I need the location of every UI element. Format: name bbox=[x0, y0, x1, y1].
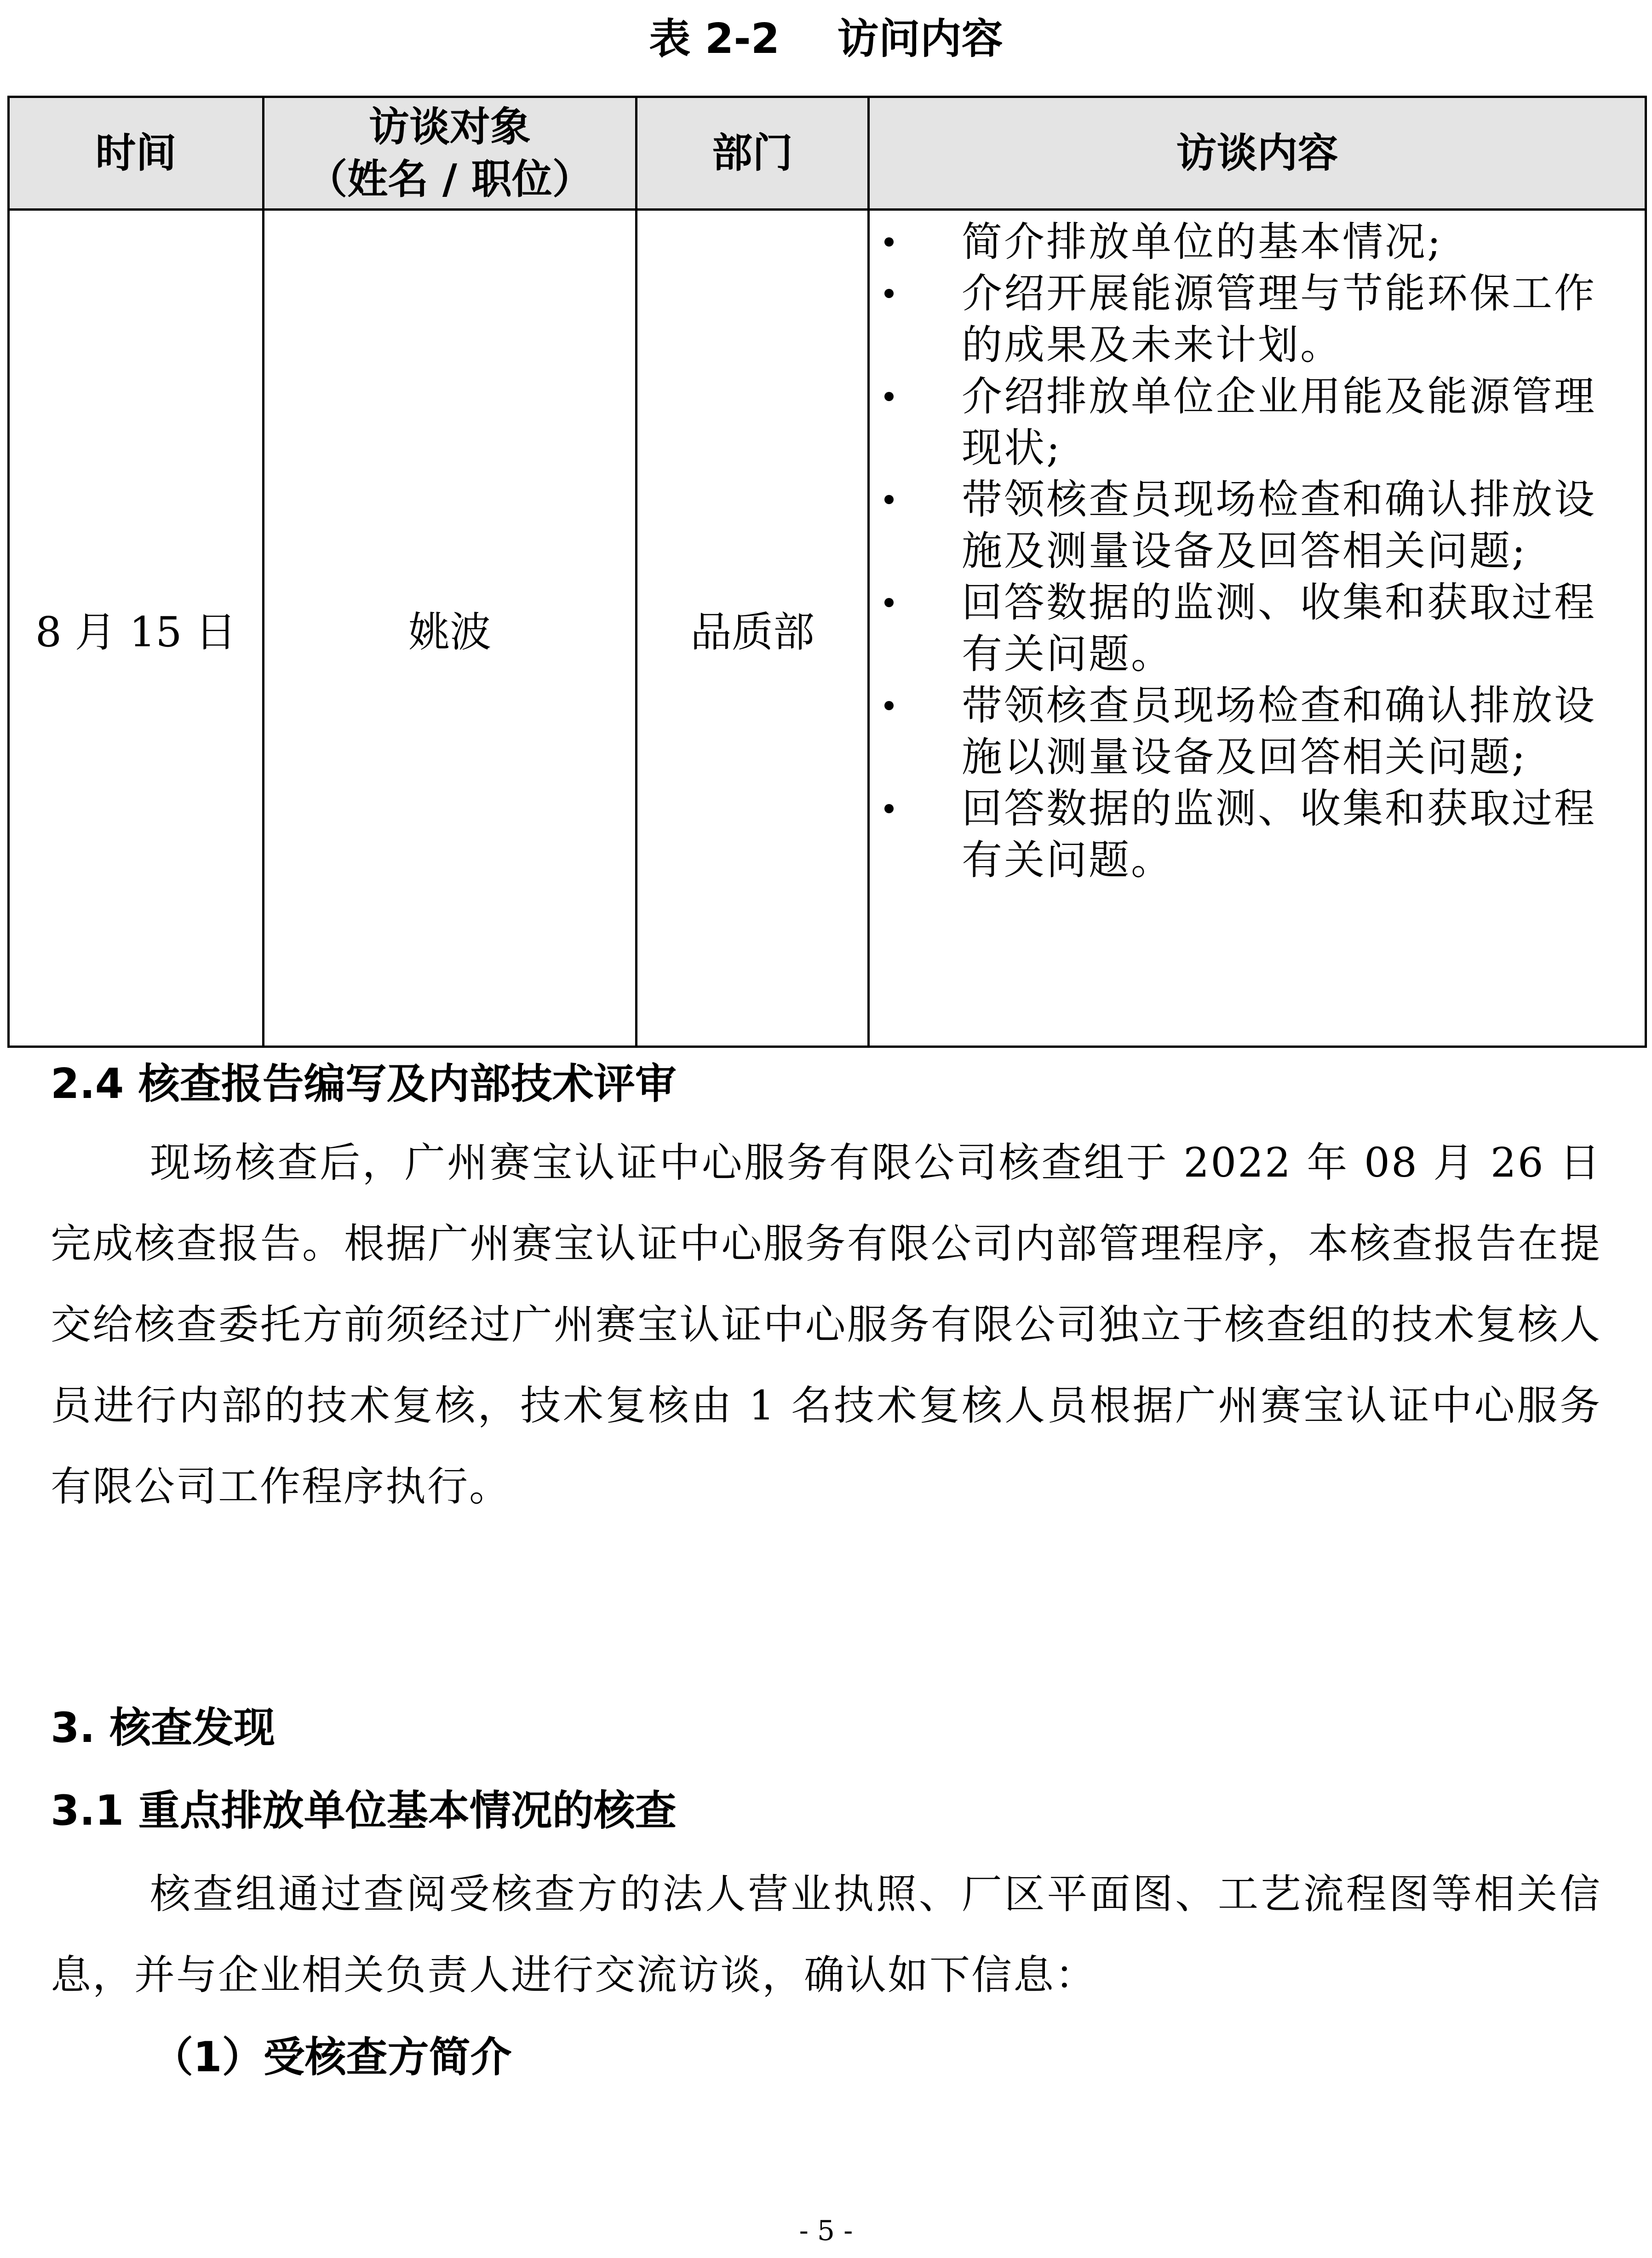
bullet-icon bbox=[884, 804, 894, 813]
bullet-icon bbox=[884, 701, 894, 710]
section-2-4-paragraph: 现场核查后，广州赛宝认证中心服务有限公司核查组于 2022 年 08 月 26 日完成核查报告。根据广州赛宝认证中心服务有限公司内部管理程序，本核查报告在提交给核查委托方前须经过广州赛宝认证中心服务有限公司独立于核查组的技术复核人员进行内部的技术复核，技术复核由 1 名技术复核人员根据广州赛宝认证中心服务有限公司工作程序执行。 bbox=[51, 1139, 1601, 1510]
bullet-icon bbox=[884, 289, 894, 298]
subsection-1-heading: （1）受核查方简介 bbox=[152, 2033, 512, 2081]
list-item: 介绍开展能源管理与节能环保工作的成果及未来计划。 bbox=[870, 268, 1635, 371]
table-caption: 表 2-2 访问内容 bbox=[649, 15, 1003, 63]
header-interviewee-line1: 访谈对象 bbox=[368, 103, 531, 150]
list-item: 带领核查员现场检查和确认排放设施以测量设备及回答相关问题; bbox=[870, 680, 1635, 783]
cell-content bbox=[869, 210, 1646, 1047]
table-row bbox=[9, 210, 1646, 1047]
table-header-row bbox=[9, 97, 1646, 210]
cell-department: 品质部 bbox=[637, 210, 869, 1047]
list-item: 回答数据的监测、收集和获取过程有关问题。 bbox=[870, 577, 1635, 680]
cell-interviewee: 姚波 bbox=[264, 210, 637, 1047]
header-interviewee-line2: （姓名 / 职位） bbox=[307, 155, 593, 203]
bullet-icon bbox=[884, 495, 894, 504]
interview-table bbox=[7, 96, 1647, 1048]
section-3-1-heading: 3.1 重点排放单位基本情况的核查 bbox=[51, 1787, 677, 1835]
cell-time: 8 月 15 日 bbox=[9, 210, 264, 1047]
bullet-icon bbox=[884, 237, 894, 247]
content-list bbox=[870, 216, 1635, 886]
list-item: 简介排放单位的基本情况; bbox=[870, 216, 1635, 268]
list-item: 介绍排放单位企业用能及能源管理现状; bbox=[870, 371, 1635, 474]
section-3-1-paragraph: 核查组通过查阅受核查方的法人营业执照、厂区平面图、工艺流程图等相关信息，并与企业相关负责人进行交流访谈，确认如下信息： bbox=[51, 1870, 1601, 1999]
header-interviewee bbox=[264, 97, 637, 210]
section-2-4-heading: 2.4 核查报告编写及内部技术评审 bbox=[51, 1060, 677, 1108]
bullet-icon bbox=[884, 598, 894, 607]
header-department: 部门 bbox=[637, 97, 869, 210]
header-content: 访谈内容 bbox=[869, 97, 1646, 210]
page-number: - 5 - bbox=[799, 2215, 853, 2247]
bullet-icon bbox=[884, 392, 894, 401]
list-item: 带领核查员现场检查和确认排放设施及测量设备及回答相关问题; bbox=[870, 474, 1635, 577]
header-time: 时间 bbox=[9, 97, 264, 210]
section-3-heading: 3. 核查发现 bbox=[51, 1704, 275, 1752]
list-item: 回答数据的监测、收集和获取过程有关问题。 bbox=[870, 783, 1635, 886]
